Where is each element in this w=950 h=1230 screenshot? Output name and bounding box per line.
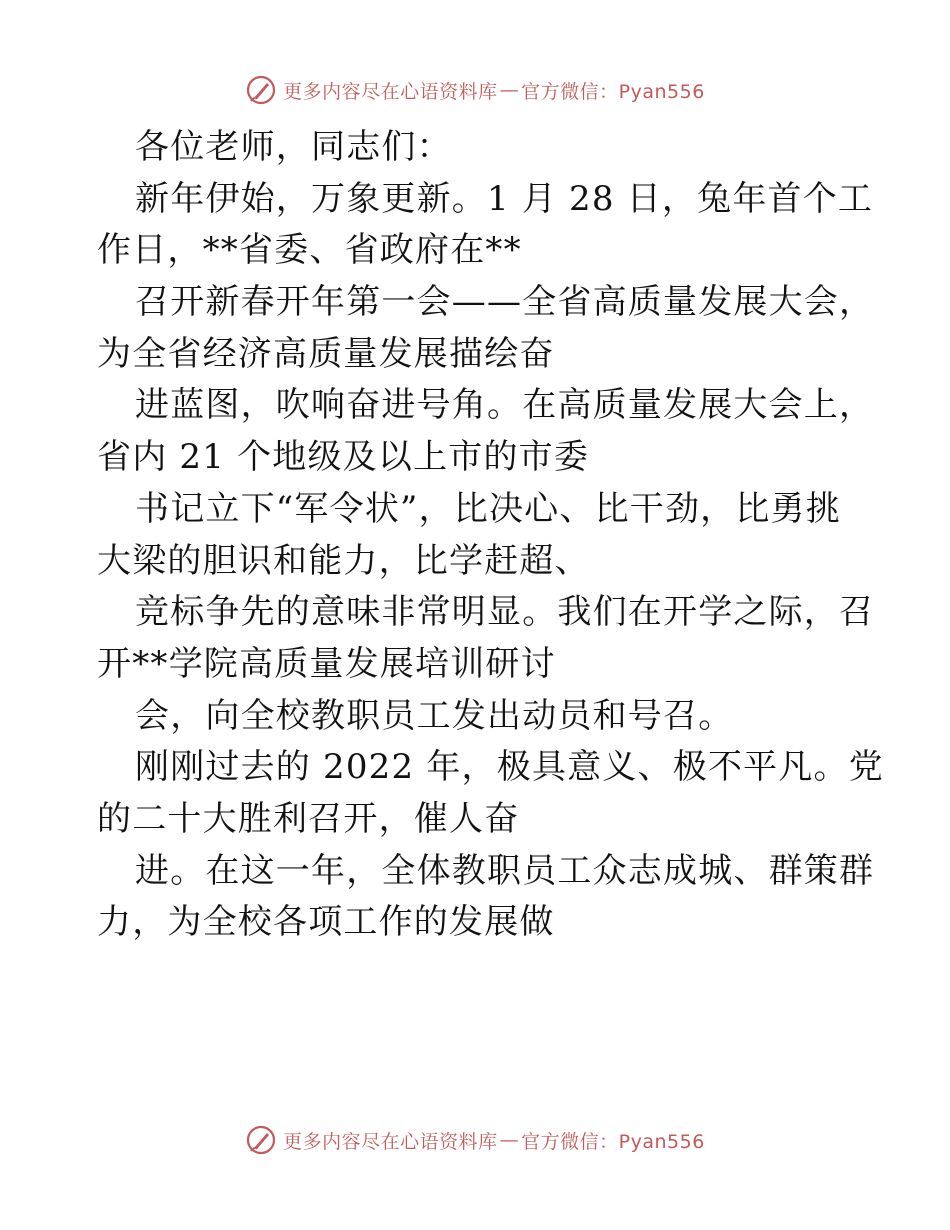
- quill-logo-icon: [245, 1124, 277, 1156]
- text-line: 会，向全校教职员工发出动员和号召。: [135, 695, 734, 736]
- watermark-separator: —: [499, 79, 520, 101]
- quill-logo-icon: [245, 74, 277, 106]
- text-line: 刚刚过去的 2022 年，极具意义、极不平凡。党: [135, 747, 884, 788]
- watermark-header: [0, 70, 950, 110]
- text-line: 进。在这一年，全体教职员工众志成城、群策群: [135, 850, 875, 891]
- text-line: 进蓝图，吹响奋进号角。在高质量发展大会上，: [135, 385, 875, 426]
- text-line: 为全省经济高质量发展描绘奋: [97, 333, 555, 374]
- text-line: 力，为全校各项工作的发展做: [97, 902, 555, 943]
- watermark-wechat: 官方微信：Pyan556: [521, 1130, 705, 1153]
- watermark-wechat: 官方微信：Pyan556: [521, 80, 705, 103]
- text-line: 作日，**省委、省政府在**: [97, 230, 522, 271]
- watermark-text: 更多内容尽在心语资料库: [283, 80, 498, 103]
- text-line: 竞标争先的意味非常明显。我们在开学之际，召: [135, 592, 875, 633]
- document-body: [97, 122, 884, 949]
- text-line: 新年伊始，万象更新。1 月 28 日，兔年首个工: [135, 178, 874, 219]
- text-line: 的二十大胜利召开，催人奋: [97, 798, 520, 839]
- text-line: 书记立下“军令状”，比决心、比干劲，比勇挑: [135, 488, 841, 529]
- text-line: 省内 21 个地级及以上市的市委: [97, 437, 590, 478]
- text-line: 召开新春开年第一会——全省高质量发展大会，: [135, 282, 875, 323]
- text-line: 各位老师，同志们：: [135, 127, 452, 167]
- text-line: 开**学院高质量发展培训研讨: [97, 643, 556, 684]
- watermark-footer: [0, 1120, 950, 1160]
- watermark-separator: —: [499, 1129, 520, 1151]
- text-line: 大梁的胆识和能力，比学赶超、: [97, 540, 590, 581]
- watermark-text: 更多内容尽在心语资料库: [283, 1130, 498, 1153]
